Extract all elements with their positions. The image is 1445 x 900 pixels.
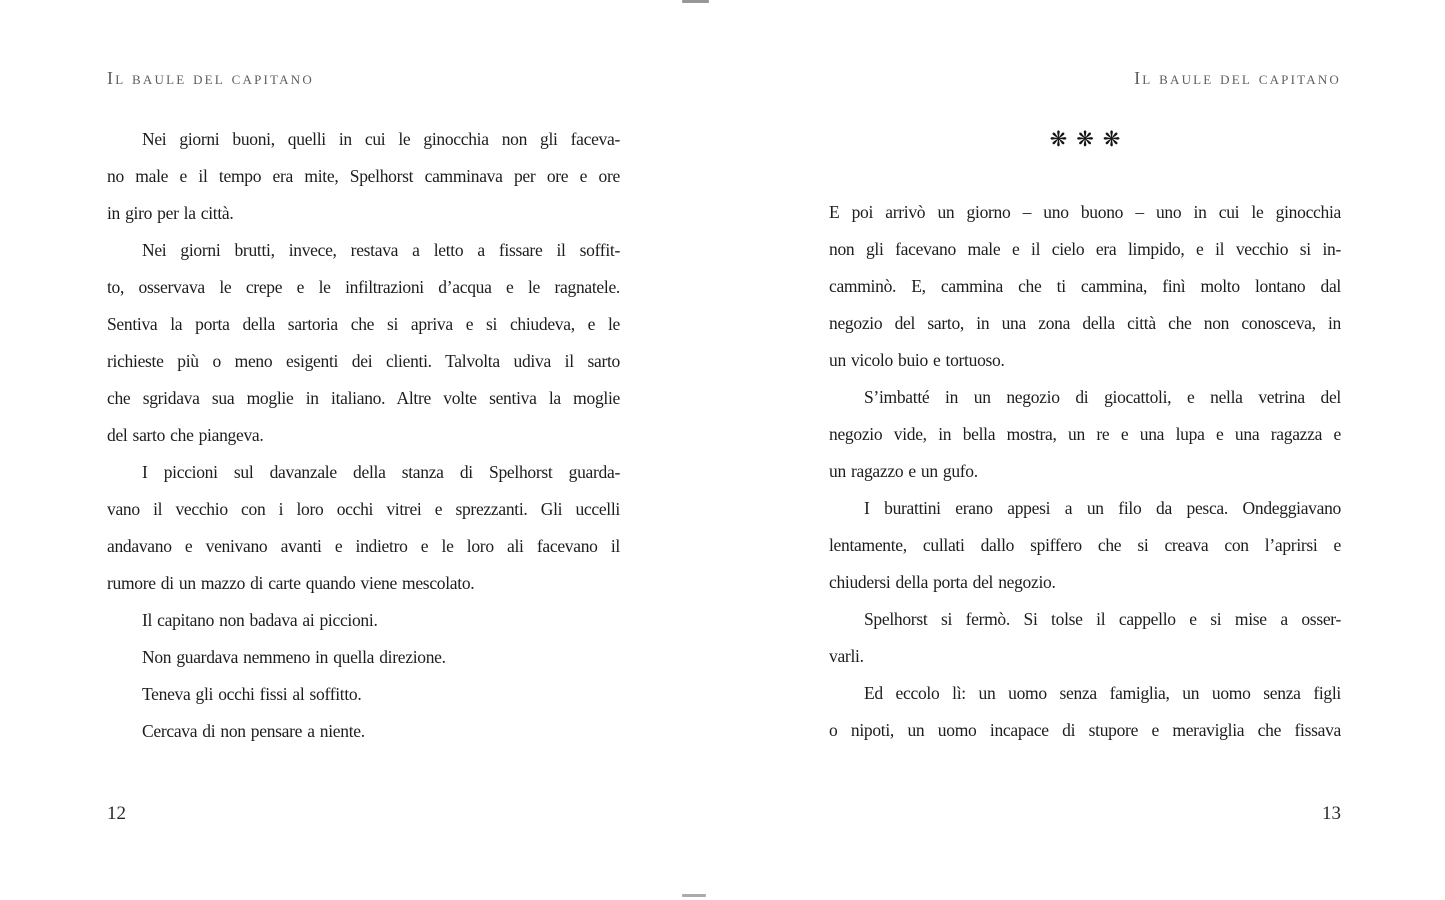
- text-line: andavano e venivano avanti e indietro e le loro ali facevano il: [107, 536, 620, 556]
- section-break-ornament: ❋❋❋: [1049, 127, 1130, 151]
- text-line: varli.: [829, 646, 864, 666]
- text-line: I piccioni sul davanzale della stanza di Spelhorst guarda-: [142, 462, 620, 482]
- text-line: non gli facevano male e il cielo era limpido, e il vecchio si in-: [829, 239, 1341, 259]
- text-line: vano il vecchio con i loro occhi vitrei e sprezzanti. Gli uccelli: [107, 499, 620, 519]
- text-line: lentamente, cullati dallo spiffero che si creava con l’aprirsi e: [829, 535, 1341, 555]
- top-page-indicator: [682, 0, 709, 3]
- text-line: negozio vide, in bella mostra, un re e una lupa e una ragazza e: [829, 424, 1341, 444]
- page-number-left: 12: [107, 803, 126, 824]
- text-line: Nei giorni brutti, invece, restava a letto a fissare il soffit-: [142, 240, 620, 260]
- bottom-page-indicator: [682, 894, 706, 897]
- text-line: negozio del sarto, in una zona della città che non conosceva, in: [829, 313, 1341, 333]
- text-line: del sarto che piangeva.: [107, 425, 264, 445]
- right-page-body-text: [829, 194, 1341, 749]
- text-line: richieste più o meno esigenti dei clienti. Talvolta udiva il sarto: [107, 351, 620, 371]
- text-line: no male e il tempo era mite, Spelhorst camminava per ore e ore: [107, 166, 620, 186]
- text-line: Il capitano non badava ai piccioni.: [142, 610, 378, 630]
- text-line: Teneva gli occhi fissi al soffitto.: [142, 684, 362, 704]
- text-line: Non guardava nemmeno in quella direzione.: [142, 647, 446, 667]
- text-line: I burattini erano appesi a un filo da pesca. Ondeggiavano: [864, 498, 1341, 518]
- text-line: in giro per la città.: [107, 203, 234, 223]
- text-line: che sgridava sua moglie in italiano. Altre volte sentiva la moglie: [107, 388, 620, 408]
- text-line: camminò. E, cammina che ti cammina, finì molto lontano dal: [829, 276, 1341, 296]
- text-line: Ed eccolo lì: un uomo senza famiglia, un uomo senza figli: [864, 683, 1341, 703]
- text-line: un ragazzo e un gufo.: [829, 461, 978, 481]
- left-page-body-text: [107, 121, 620, 750]
- text-line: S’imbatté in un negozio di giocattoli, e nella vetrina del: [864, 387, 1341, 407]
- text-line: Sentiva la porta della sartoria che si apriva e si chiudeva, e le: [107, 314, 620, 334]
- text-line: Spelhorst si fermò. Si tolse il cappello e si mise a osser-: [864, 609, 1341, 629]
- text-line: Nei giorni buoni, quelli in cui le ginocchia non gli faceva-: [142, 129, 620, 149]
- text-line: Cercava di non pensare a niente.: [142, 721, 365, 741]
- text-line: un vicolo buio e tortuoso.: [829, 350, 1005, 370]
- text-line: o nipoti, un uomo incapace di stupore e meraviglia che fissava: [829, 720, 1341, 740]
- text-line: rumore di un mazzo di carte quando viene mescolato.: [107, 573, 475, 593]
- text-line: chiudersi della porta del negozio.: [829, 572, 1056, 592]
- running-header-right: Il baule del capitano: [1134, 68, 1341, 88]
- running-header-left: Il baule del capitano: [107, 68, 314, 88]
- page-number-right: 13: [1322, 803, 1341, 824]
- text-line: to, osservava le crepe e le infiltrazioni d’acqua e le ragnatele.: [107, 277, 620, 297]
- text-line: E poi arrivò un giorno – uno buono – uno in cui le ginocchia: [829, 202, 1341, 222]
